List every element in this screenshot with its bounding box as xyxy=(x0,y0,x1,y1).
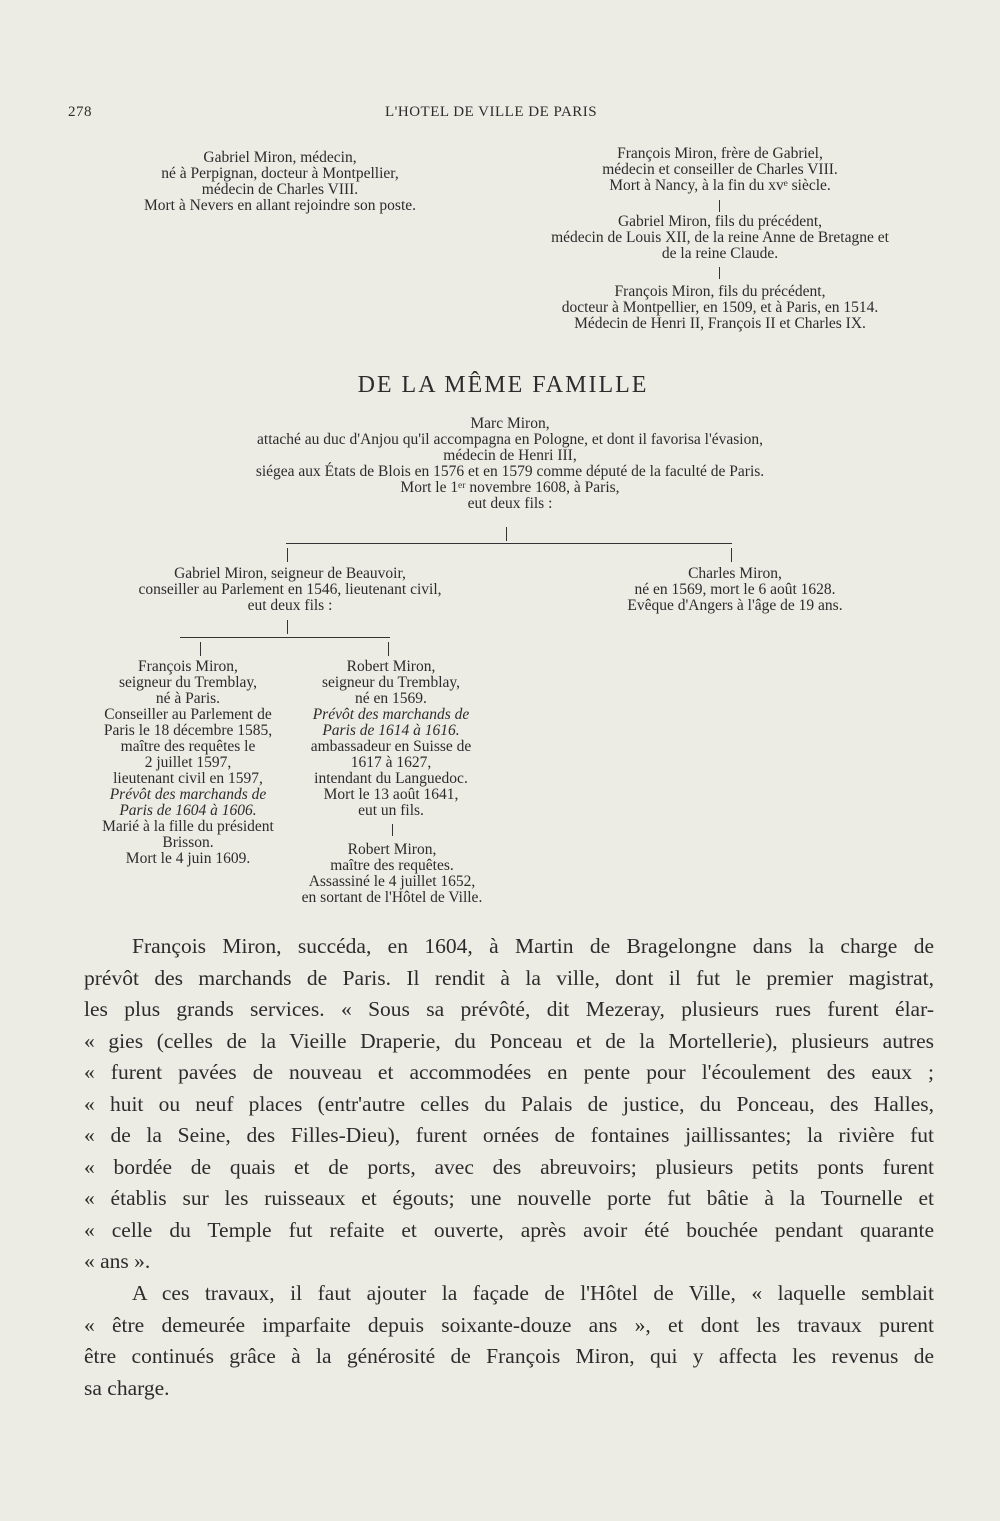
body-paragraph-1: François Miron, succéda, en 1604, à Martin de Bragelongne dans la charge de prévôt des marchands de Paris. Il rendit à la ville, dont il fut le premier magistrat, les plus grands services. « Sous sa prévôté, dit Mezeray, plusieurs rues furent élar- « gies (celles de la Vieille Draperie, du Ponceau et de la Mortellerie), plusieurs autres « furent pavées de nouveau et accommodées en pente pour l'écoulement des eaux ; « huit ou neuf places (entr'autre celles du Palais de justice, du Ponceau, des Halles, « de la Seine, des Filles-Dieu), furent ornées de fontaines jaillissantes; la rivière fut « bordée de quais et de ports, avec des abreuvoirs; plusieurs petits ponts furent « établis sur les ruisseaux et égouts; une nouvelle porte fut bâtie à la Tournelle et « celle du Temple fut refaite et ouverte, après avoir été bouchée pendant quarante « ans ». xyxy=(84,934,934,1273)
francois-fils-block: François Miron, fils du précédent, docteur à Montpellier, en 1509, et à Paris, en 1514. Médecin de Henri II, François II et Charles IX. xyxy=(561,283,879,332)
running-title: L'HOTEL DE VILLE DE PARIS xyxy=(385,104,598,120)
tree-connector xyxy=(287,548,288,562)
robert-fils-block: Robert Miron, maître des requêtes. Assassiné le 4 juillet 1652, en sortant de l'Hôtel de Ville. xyxy=(301,841,483,906)
tree-connector xyxy=(287,620,288,634)
francois-tremblay-block: François Miron, seigneur du Tremblay, né à Paris. Conseiller au Parlement de Paris le 18 décembre 1585, maître des requêtes le 2 juillet 1597, lieutenant civil en 1597, Prévôt des marchands de Paris de 1604 à 1606. Marié à la fille du président Brisson. Mort le 4 juin 1609. xyxy=(102,658,274,867)
tree-branch-line xyxy=(286,543,732,544)
robert-tremblay-block: Robert Miron, seigneur du Tremblay, né en 1569. Prévôt des marchands de Paris de 1614 à 1616. ambassadeur en Suisse de 1617 à 1627, intendant du Languedoc. Mort le 13 août 1641, eut un fils. xyxy=(310,658,472,819)
tree-connector xyxy=(200,642,201,656)
page-number: 278 xyxy=(68,104,92,120)
tree-connector xyxy=(506,527,507,541)
gabriel-fils-block: Gabriel Miron, fils du précédent, médecin de Louis XII, de la reine Anne de Bretagne et de la reine Claude. xyxy=(551,213,889,262)
marc-miron-block: Marc Miron, attaché au duc d'Anjou qu'il accompagna en Pologne, et dont il favorisa l'évasion, médecin de Henri III, siégea aux États de Blois en 1576 et en 1579 comme député de la faculté de Paris. Mort le 1ᵉʳ novembre 1608, à Paris, eut deux fils : xyxy=(255,415,765,512)
charles-miron-block: Charles Miron, né en 1569, mort le 6 août 1628. Evêque d'Angers à l'âge de 19 ans. xyxy=(627,565,843,614)
lineage-connector xyxy=(719,200,720,212)
tree-connector xyxy=(731,548,732,562)
gabriel-beauvoir-block: Gabriel Miron, seigneur de Beauvoir, conseiller au Parlement en 1546, lieutenant civil, eut deux fils : xyxy=(138,565,442,614)
tree-branch-line xyxy=(180,637,390,638)
tree-connector xyxy=(392,824,393,836)
gabriel-miron-medecin-block: Gabriel Miron, médecin, né à Perpignan, docteur à Montpellier, médecin de Charles VIII. Mort à Nevers en allant rejoindre son poste. xyxy=(143,149,417,214)
right-lineage-block: François Miron, frère de Gabriel, médecin et conseiller de Charles VIII. Mort à Nancy, à la fin du xvᵉ siècle. xyxy=(602,145,838,194)
body-paragraph-2: A ces travaux, il faut ajouter la façade de l'Hôtel de Ville, « laquelle semblait « être demeurée imparfaite depuis soixante-douze ans », et dont les travaux purent être continués grâce à la générosité de François Miron, qui y affecta les revenus de sa charge. xyxy=(84,1281,934,1400)
lineage-connector xyxy=(719,267,720,279)
tree-connector xyxy=(388,642,389,656)
section-title: DE LA MÊME FAMILLE xyxy=(357,372,649,398)
